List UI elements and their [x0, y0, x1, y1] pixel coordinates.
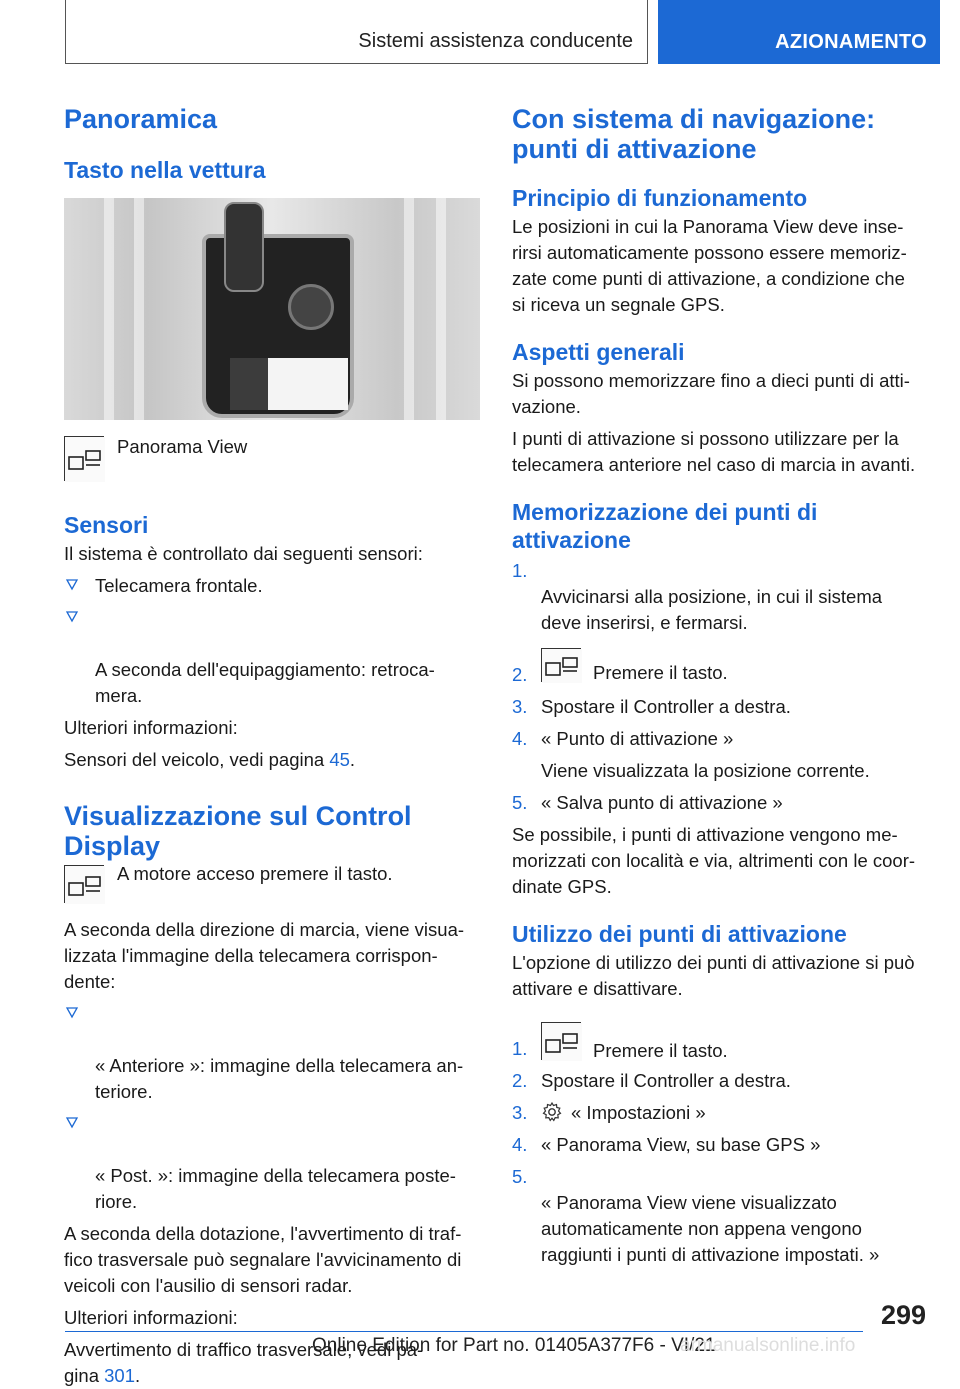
- step-number: 3.: [512, 696, 528, 717]
- list-item: [512, 558, 932, 636]
- principio-text: Le posizioni in cui la Panorama View deve inse- rirsi automaticamente possono essere memoriz- zate come punti di attivazione, a condizione che si riceva un segnale GPS.: [512, 216, 907, 315]
- triangle-bullet-icon: [66, 611, 78, 623]
- page-number: 299: [880, 1300, 926, 1330]
- right-column: [512, 100, 932, 1268]
- list-item: [512, 1100, 932, 1126]
- list-item: [512, 1022, 932, 1062]
- step-number: 5.: [512, 792, 528, 813]
- motore-instruction: [64, 865, 482, 903]
- header-section-box: [65, 0, 648, 64]
- step-number: 5.: [512, 1166, 528, 1187]
- list-item: [512, 1132, 932, 1158]
- watermark: armanualsonline.info: [680, 1335, 856, 1356]
- list-item: [512, 1068, 932, 1094]
- link-page-45[interactable]: 45: [329, 749, 350, 770]
- header-chapter-title: AZIONAMENTO: [775, 31, 927, 53]
- step-number: 2.: [512, 664, 528, 685]
- footer-divider: [65, 1331, 863, 1332]
- header-chapter-tab: [658, 0, 940, 64]
- list-item-text: « Anteriore »: immagine della telecamera an- teriore.: [95, 1055, 464, 1102]
- motore-text: A motore acceso premere il tasto.: [117, 863, 393, 884]
- triangle-bullet-icon: [66, 579, 78, 591]
- step-number: 4.: [512, 728, 528, 749]
- avvertimento-reference-text: Avvertimento di traffico trasversale, vedi pa- gina: [64, 1339, 424, 1386]
- memorizzazione-after: Se possibile, i punti di attivazione vengono me- morizzati con località e via, altrimenti con le coor- dinate GPS.: [512, 824, 916, 897]
- panorama-view-icon: [541, 648, 581, 682]
- aspetti-text-2: I punti di attivazione si possono utilizzare per la telecamera anteriore nel caso di marcia in avanti.: [512, 428, 916, 475]
- heading-panoramica: Panoramica: [64, 104, 218, 134]
- step-text: « Panorama View viene visualizzato automaticamente non appena vengono raggiunti i punti di attivazione impostati. »: [541, 1192, 880, 1265]
- direzione-text: A seconda della direzione di marcia, viene visua- lizzata l'immagine della telecamera corrispon- dente:: [64, 919, 465, 992]
- heading-tasto-vettura: Tasto nella vettura: [64, 157, 266, 183]
- heading-sensori: Sensori: [64, 512, 149, 538]
- memorizzazione-steps: [512, 558, 932, 816]
- triangle-bullet-icon: [66, 1117, 78, 1129]
- triangle-bullet-icon: [66, 1007, 78, 1019]
- step-text: Premere il tasto.: [593, 1040, 728, 1061]
- ulteriori-label-1: Ulteriori informazioni:: [64, 717, 238, 738]
- utilizzo-steps: [512, 1022, 932, 1268]
- step-number: 4.: [512, 1134, 528, 1155]
- list-item-text: « Post. »: immagine della telecamera poste- riore.: [95, 1165, 456, 1212]
- sensori-intro: Il sistema è controllato dai seguenti sensori:: [64, 543, 423, 564]
- sensori-list: [64, 573, 482, 709]
- list-item: [512, 1164, 932, 1268]
- list-item: [64, 573, 482, 599]
- step-text: Spostare il Controller a destra.: [541, 1070, 791, 1091]
- list-item-text: Telecamera frontale.: [95, 575, 263, 596]
- step-number: 3.: [512, 1102, 528, 1123]
- step-text: Spostare il Controller a destra.: [541, 696, 791, 717]
- step-number: 2.: [512, 1070, 528, 1091]
- list-item: [64, 1001, 482, 1105]
- heading-aspetti: Aspetti generali: [512, 339, 685, 365]
- panorama-view-icon: [64, 865, 104, 903]
- edition-text: Online Edition for Part no. 01405A377F6 - VI/21: [312, 1335, 716, 1356]
- list-item: [64, 1111, 482, 1215]
- step-text: Avvicinarsi alla posizione, in cui il sistema deve inserirsi, e fermarsi.: [541, 586, 883, 633]
- step-subtext: Viene visualizzata la posizione corrente.: [541, 760, 870, 781]
- aspetti-text-1: Si possono memorizzare fino a dieci punti di atti- vazione.: [512, 370, 910, 417]
- heading-utilizzo: Utilizzo dei punti di attivazione: [512, 921, 847, 947]
- console-photo: [64, 198, 480, 420]
- heading-principio: Principio di funzionamento: [512, 185, 808, 211]
- direzione-list: [64, 1001, 482, 1215]
- step-text: « Salva punto di attivazione »: [541, 792, 783, 813]
- sensori-reference-text: Sensori del veicolo, vedi pagina: [64, 749, 330, 770]
- panorama-view-key: [64, 436, 482, 481]
- step-text: « Impostazioni »: [571, 1102, 706, 1123]
- list-item: [64, 605, 482, 709]
- heading-navigazione: Con sistema di navigazione: punti di attivazione: [512, 104, 876, 164]
- avvertimento-reference: Avvertimento di traffico trasversale, vedi pa- gina 301.: [64, 1339, 424, 1386]
- header-section-title: Sistemi assistenza conducente: [358, 30, 633, 52]
- heading-visualizzazione: Visualizzazione sul Control Display: [64, 801, 412, 861]
- sensori-reference: Sensori del veicolo, vedi pagina 45.: [64, 749, 356, 770]
- heading-memorizzazione: Memorizzazione dei punti di attivazione: [512, 499, 818, 553]
- list-item: [512, 790, 932, 816]
- step-text: Premere il tasto.: [593, 662, 728, 683]
- ulteriori-label-2: Ulteriori informazioni:: [64, 1307, 238, 1328]
- gear-icon: [541, 1101, 563, 1123]
- step-number: 1.: [512, 560, 528, 581]
- step-text: « Panorama View, su base GPS »: [541, 1134, 821, 1155]
- step-number: 1.: [512, 1038, 528, 1059]
- utilizzo-text: L'opzione di utilizzo dei punti di attivazione si può attivare e disattivare.: [512, 952, 915, 999]
- list-item-text: A seconda dell'equipaggiamento: retroca- mera.: [95, 659, 435, 706]
- step-text: « Punto di attivazione »: [541, 728, 734, 749]
- list-item: [512, 726, 932, 784]
- panorama-view-caption: Panorama View: [117, 436, 248, 457]
- panorama-view-icon: [64, 436, 104, 481]
- list-item: [512, 694, 932, 720]
- panorama-view-icon: [541, 1022, 581, 1060]
- list-item: [512, 648, 932, 688]
- dotazione-text: A seconda della dotazione, l'avvertimento di traf- fico trasversale può segnalare l'avvicinamento di veicoli con l'ausilio di sensori radar.: [64, 1223, 462, 1296]
- left-column: [64, 100, 482, 1389]
- link-page-301[interactable]: 301: [104, 1365, 135, 1386]
